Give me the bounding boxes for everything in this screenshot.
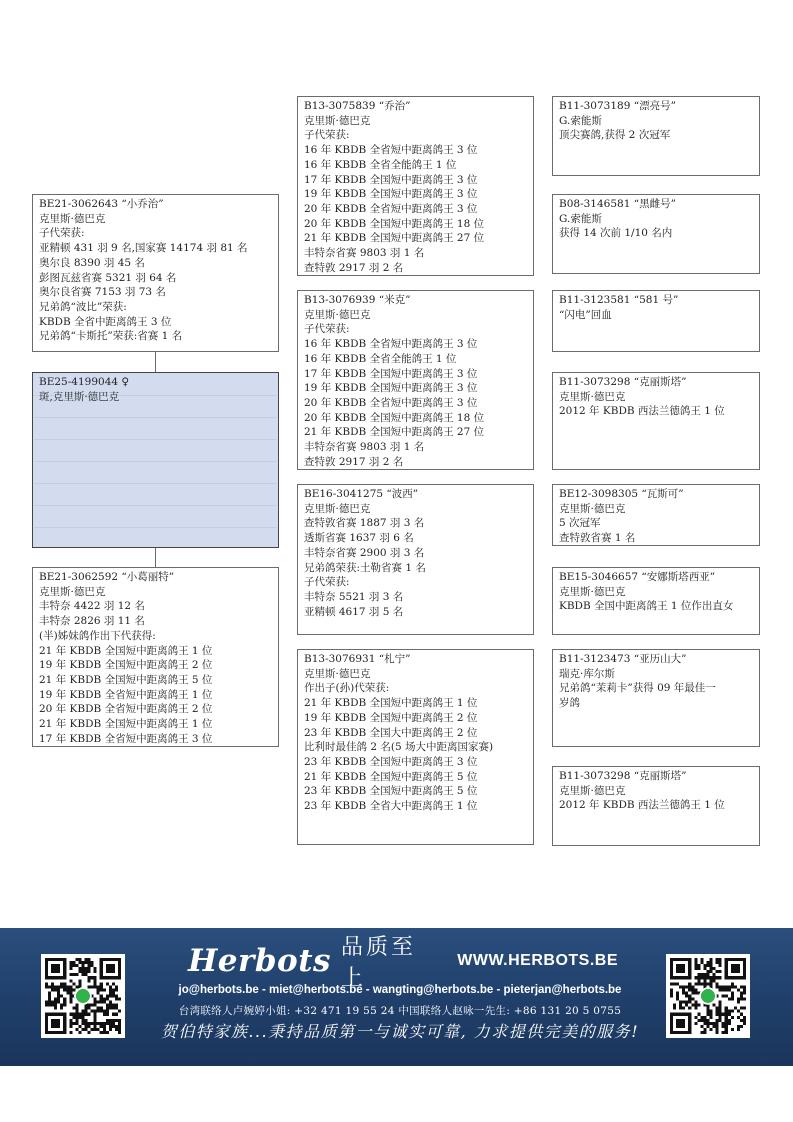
wechat-qr-code-icon — [41, 954, 125, 1038]
pedigree-line: BE12-3098305 “瓦斯可” — [559, 488, 684, 500]
pedigree-line: 23 年 KBDB 全省大中距离鸽王 1 位 — [304, 800, 478, 813]
pedigree-line: 20 年 KBDB 全国短中距离鸽王 18 位 — [304, 217, 485, 230]
pedigree-line: 子代荣获: — [304, 323, 350, 336]
pedigree-line: B11-3073298 “克丽斯塔” — [559, 376, 687, 388]
pedigree-line: 克里斯·德巴克 — [304, 308, 371, 321]
contact-numbers: 台湾联络人卢婉婷小姐: +32 471 19 55 24 中国联络人赵咏一先生: +86 131 20 5 0755 — [178, 1005, 622, 1017]
pedigree-line: 彭图瓦兹省赛 5321 羽 64 名 — [39, 271, 177, 284]
pedigree-line: 顶尖赛鸽,获得 2 次冠军 — [559, 129, 671, 142]
brand-tagline: 品质至上 — [340, 935, 416, 991]
pedigree-line: B13-3075839 “乔治” — [304, 100, 411, 112]
wechat-qr-code-icon — [666, 954, 750, 1038]
pedigree-line: 21 年 KBDB 全国短中距离鸽王 5 位 — [39, 673, 213, 686]
pedigree-line: B08-3146581 “黑雌号” — [559, 198, 676, 210]
pedigree-line: 亚精顿 431 羽 9 名,国家赛 14174 羽 81 名 — [39, 242, 248, 255]
pedigree-line: G.索能斯 — [559, 114, 602, 127]
pedigree-line: 19 年 KBDB 全国短中距离鸽王 3 位 — [304, 382, 478, 395]
pedigree-line: B11-3123581 “581 号” — [559, 294, 679, 306]
pedigree-line: 丰特奈 5521 羽 3 名 — [304, 590, 404, 603]
pedigree-line: 2012 年 KBDB 西法兰德鸽王 1 位 — [559, 799, 725, 812]
qr-svg-right — [670, 958, 746, 1034]
pedigree-line: BE16-3041275 “波西” — [304, 488, 419, 500]
pedigree-line: 克里斯·德巴克 — [559, 390, 626, 403]
pedigree-line: 19 年 KBDB 全国短中距离鸽王 2 位 — [39, 659, 213, 672]
pedigree-line: 17 年 KBDB 全国短中距离鸽王 3 位 — [304, 367, 478, 380]
pedigree-line: 19 年 KBDB 全省短中距离鸽王 1 位 — [39, 688, 213, 701]
pedigree-line: 奥尔良 8390 羽 45 名 — [39, 256, 145, 269]
pedigree-line: 子代荣获: — [39, 227, 85, 240]
pedigree-line: 19 年 KBDB 全国短中距离鸽王 2 位 — [304, 711, 478, 724]
dam-dam-dam-box — [552, 766, 760, 846]
pedigree-line: 兄弟鸽“茉莉卡”获得 09 年最佳一 — [559, 682, 716, 695]
pedigree-line: 16 年 KBDB 全省短中距离鸽王 3 位 — [304, 144, 478, 157]
pedigree-line: BE21-3062643 “小乔治” — [39, 198, 164, 210]
dam-dam-sire-box — [552, 649, 760, 747]
pedigree-line: 17 年 KBDB 全国短中距离鸽王 3 位 — [304, 173, 478, 186]
pedigree-line: 克里斯·德巴克 — [39, 585, 106, 598]
pedigree-line: 20 年 KBDB 全省短中距离鸽王 2 位 — [39, 703, 213, 716]
pedigree-line: 21 年 KBDB 全国短中距离鸽王 5 位 — [304, 770, 478, 783]
pedigree-line: 作出子(孙)代荣获: — [304, 682, 390, 695]
pedigree-line: 2012 年 KBDB 西法兰德鸽王 1 位 — [559, 405, 725, 418]
pedigree-line: BE21-3062592 “小葛丽特” — [39, 571, 175, 583]
pedigree-line: B11-3073298 “克丽斯塔” — [559, 770, 687, 782]
pedigree-line: 兄弟鸽“波比”荣获: — [39, 300, 127, 313]
pedigree-line: 查特敦省赛 1 名 — [559, 532, 636, 545]
pedigree-line: 查特敦省赛 1887 羽 3 名 — [304, 517, 425, 530]
pedigree-line: 20 年 KBDB 全国短中距离鸽王 18 位 — [304, 411, 485, 424]
pedigree-line: B11-3123473 “亚历山大” — [559, 653, 687, 665]
pedigree-line: 斑,克里斯·德巴克 — [39, 390, 120, 403]
pedigree-line: 23 年 KBDB 全国大中距离鸽王 2 位 — [304, 726, 478, 739]
subject-box — [32, 372, 279, 548]
connector-sire — [155, 352, 156, 372]
pedigree-line: 23 年 KBDB 全国短中距离鸽王 5 位 — [304, 785, 478, 798]
pedigree-line: 丰特奈省赛 9803 羽 1 名 — [304, 441, 425, 454]
dam-sire-dam-box — [552, 567, 760, 635]
pedigree-line: 克里斯·德巴克 — [559, 585, 626, 598]
pedigree-line: 19 年 KBDB 全国短中距离鸽王 3 位 — [304, 188, 478, 201]
pedigree-line: 克里斯·德巴克 — [304, 502, 371, 515]
email-addresses[interactable]: jo@herbots.be - miet@herbots.be - wangting@herbots.be - pieterjan@herbots.be — [178, 984, 622, 996]
pedigree-line: 克里斯·德巴克 — [304, 114, 371, 127]
pedigree-line: 23 年 KBDB 全国短中距离鸽王 3 位 — [304, 755, 478, 768]
subject-rule — [34, 461, 277, 462]
pedigree-line: B11-3073189 “漂亮号” — [559, 100, 676, 112]
sire-dam-box — [297, 290, 534, 470]
pedigree-line: B13-3076939 “米克” — [304, 294, 411, 306]
pedigree-line: 克里斯·德巴克 — [39, 212, 106, 225]
herbots-logo: Herbots — [188, 943, 331, 979]
sire-box — [32, 194, 279, 352]
pedigree-line: 5 次冠军 — [559, 517, 601, 530]
sire-sire-sire-box — [552, 96, 760, 176]
subject-rule — [34, 439, 277, 440]
pedigree-line: 20 年 KBDB 全省短中距离鸽王 3 位 — [304, 396, 478, 409]
subject-rule — [34, 527, 277, 528]
pedigree-line: 克里斯·德巴克 — [304, 667, 371, 680]
sire-dam-sire-box — [552, 290, 760, 352]
pedigree-line: 克里斯·德巴克 — [559, 784, 626, 797]
pedigree-line: 获得 14 次前 1/10 名内 — [559, 227, 673, 240]
website-link[interactable]: WWW.HERBOTS.BE — [457, 952, 618, 969]
dam-box — [32, 567, 279, 747]
pedigree-line: 21 年 KBDB 全国短中距离鸽王 1 位 — [304, 697, 478, 710]
sire-dam-dam-box — [552, 372, 760, 470]
pedigree-line: KBDB 全省中距离鸽王 3 位 — [39, 315, 172, 328]
pedigree-line: 丰特奈省赛 2900 羽 3 名 — [304, 546, 425, 559]
pedigree-line: 兄弟鸽荣获:土勒省赛 1 名 — [304, 561, 426, 574]
pedigree-line: (半)姊妹鸽作出下代获得: — [39, 629, 156, 642]
pedigree-line: 透斯省赛 1637 羽 6 名 — [304, 532, 414, 545]
pedigree-line: BE15-3046657 “安娜斯塔西亚” — [559, 571, 716, 583]
sire-sire-box — [297, 96, 534, 276]
pedigree-line: 丰特奈 2826 羽 11 名 — [39, 615, 145, 628]
pedigree-line: 21 年 KBDB 全国短中距离鸽王 27 位 — [304, 232, 485, 245]
pedigree-line: BE25-4199044 ♀ — [39, 376, 130, 388]
slogan: 贺伯特家族...秉持品质第一与诚实可靠, 力求提供完美的服务! — [160, 1022, 640, 1041]
pedigree-line: 16 年 KBDB 全省全能鸽王 1 位 — [304, 352, 457, 365]
pedigree-line: 奥尔良省赛 7153 羽 73 名 — [39, 286, 166, 299]
pedigree-line: 丰特奈省赛 9803 羽 1 名 — [304, 247, 425, 260]
subject-rule — [34, 417, 277, 418]
connector-dam — [155, 548, 156, 567]
sire-sire-dam-box — [552, 194, 760, 274]
pedigree-line: 比利时最佳鸽 2 名(5 场大中距离国家赛) — [304, 741, 494, 754]
pedigree-line: 查特敦 2917 羽 2 名 — [304, 455, 404, 468]
subject-rule — [34, 483, 277, 484]
subject-rule — [34, 505, 277, 506]
pedigree-line: 21 年 KBDB 全国短中距离鸽王 27 位 — [304, 426, 485, 439]
pedigree-line: “闪电”回血 — [559, 308, 612, 321]
dam-dam-box — [297, 649, 534, 845]
pedigree-line: 克里斯·德巴克 — [559, 502, 626, 515]
pedigree-line: 兄弟鸽“卡斯托”荣获:省赛 1 名 — [39, 330, 183, 343]
pedigree-line: 16 年 KBDB 全省短中距离鸽王 3 位 — [304, 338, 478, 351]
pedigree-line: 16 年 KBDB 全省全能鸽王 1 位 — [304, 158, 457, 171]
pedigree-line: 17 年 KBDB 全省短中距离鸽王 3 位 — [39, 732, 213, 745]
pedigree-line: 子代荣获: — [304, 576, 350, 589]
pedigree-line: 亚精顿 4617 羽 5 名 — [304, 605, 404, 618]
pedigree-line: 21 年 KBDB 全国短中距离鸽王 1 位 — [39, 644, 213, 657]
footer-band — [0, 928, 793, 1066]
pedigree-line: 20 年 KBDB 全省短中距离鸽王 3 位 — [304, 202, 478, 215]
pedigree-line: B13-3076931 “札宁” — [304, 653, 411, 665]
dam-sire-box — [297, 484, 534, 635]
pedigree-line: 丰特奈 4422 羽 12 名 — [39, 600, 145, 613]
pedigree-line: 查特敦 2917 羽 2 名 — [304, 261, 404, 274]
pedigree-line: 岁鸽 — [559, 697, 580, 710]
pedigree-line: KBDB 全国中距离鸽王 1 位作出直女 — [559, 600, 734, 613]
dam-sire-sire-box — [552, 484, 760, 546]
pedigree-line: G.索能斯 — [559, 212, 602, 225]
qr-svg-left — [45, 958, 121, 1034]
subject-rule — [34, 395, 277, 396]
pedigree-line: 瑞克·库尔斯 — [559, 667, 615, 680]
pedigree-line: 21 年 KBDB 全国短中距离鸽王 1 位 — [39, 718, 213, 731]
pedigree-line: 子代荣获: — [304, 129, 350, 142]
